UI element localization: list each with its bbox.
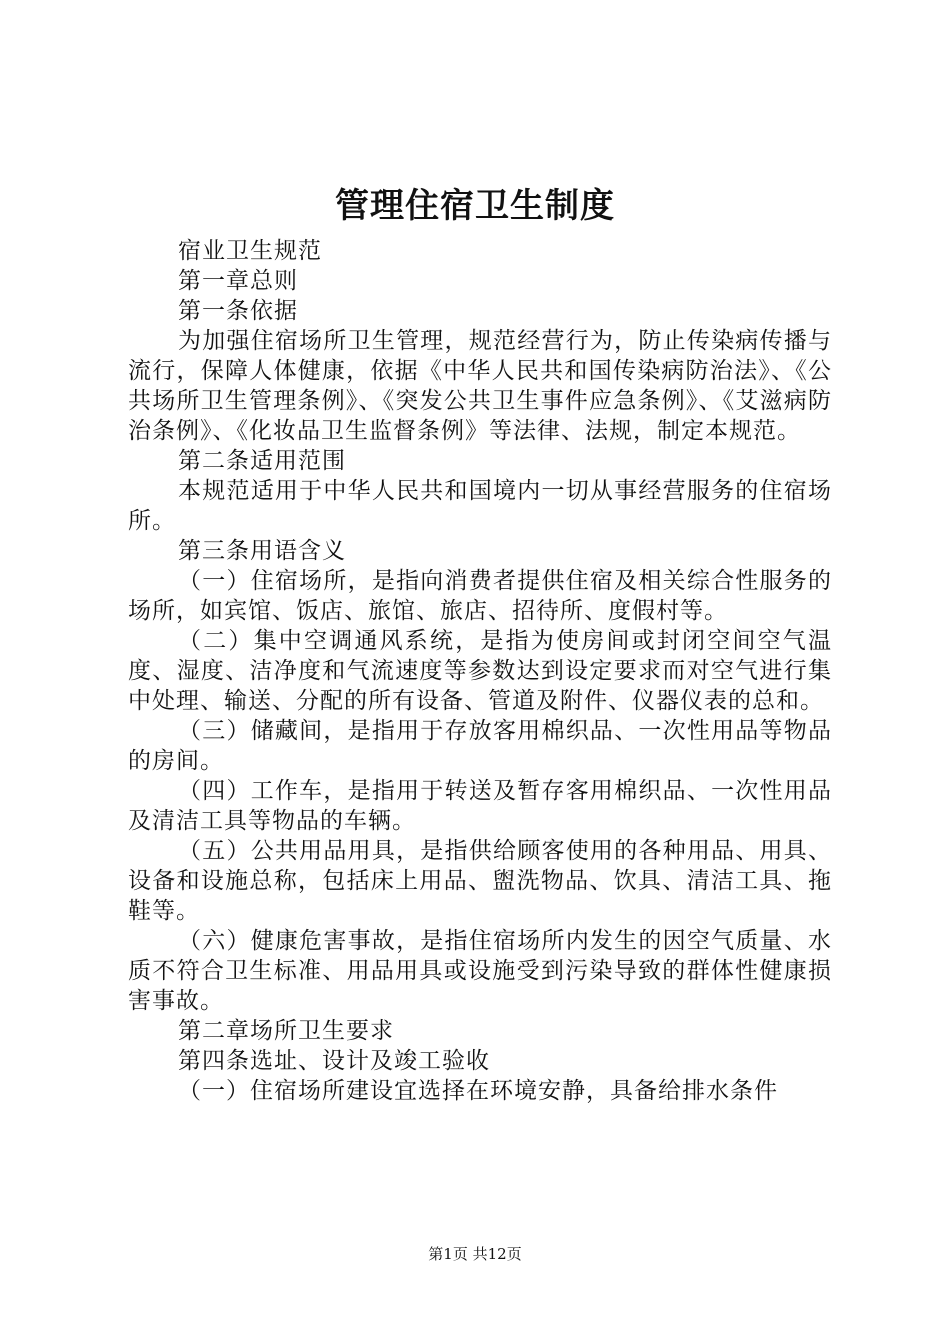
article-heading-definitions: 第三条用语含义 [178, 538, 346, 564]
document-body [128, 236, 832, 1106]
definition-item-5: （五）公共用品用具，是指供给顾客使用的各种用品、用具、设备和设施总称，包括床上用品、盥洗物品、饮具、清洁工具、拖鞋等。 [128, 838, 832, 924]
article-heading-site-design: 第四条选址、设计及竣工验收 [178, 1048, 490, 1074]
chapter-heading-general-provisions: 第一章总则 [178, 268, 298, 294]
section-heading-hotel-hygiene-standard: 宿业卫生规范 [178, 238, 322, 264]
chapter-heading-premises-hygiene: 第二章场所卫生要求 [178, 1018, 394, 1044]
definition-item-3: （三）储藏间，是指用于存放客用棉织品、一次性用品等物品的房间。 [128, 718, 832, 774]
document-title: 管理住宿卫生制度 [335, 186, 615, 226]
definition-item-2: （二）集中空调通风系统，是指为使房间或封闭空间空气温度、湿度、洁净度和气流速度等参数达到设定要求而对空气进行集中处理、输送、分配的所有设备、管道及附件、仪器仪表的总和。 [128, 628, 832, 714]
paragraph-basis: 为加强住宿场所卫生管理，规范经营行为，防止传染病传播与流行，保障人体健康，依据《中华人民共和国传染病防治法》、《公共场所卫生管理条例》、《突发公共卫生事件应急条例》、《艾滋病防治条例》、《化妆品卫生监督条例》等法律、法规，制定本规范。 [128, 328, 832, 444]
page-number-footer: 第1页 共12页 [428, 1245, 522, 1263]
article-heading-scope: 第二条适用范围 [178, 448, 346, 474]
site-design-item-1: （一）住宿场所建设宜选择在环境安静，具备给排水条件 [178, 1078, 778, 1104]
definition-item-6: （六）健康危害事故，是指住宿场所内发生的因空气质量、水质不符合卫生标准、用品用具或设施受到污染导致的群体性健康损害事故。 [128, 928, 832, 1014]
definition-item-4: （四）工作车，是指用于转送及暂存客用棉织品、一次性用品及清洁工具等物品的车辆。 [128, 778, 832, 834]
definition-item-1: （一）住宿场所，是指向消费者提供住宿及相关综合性服务的场所，如宾馆、饭店、旅馆、旅店、招待所、度假村等。 [128, 568, 832, 624]
paragraph-scope: 本规范适用于中华人民共和国境内一切从事经营服务的住宿场所。 [128, 478, 832, 534]
article-heading-basis: 第一条依据 [178, 298, 298, 324]
